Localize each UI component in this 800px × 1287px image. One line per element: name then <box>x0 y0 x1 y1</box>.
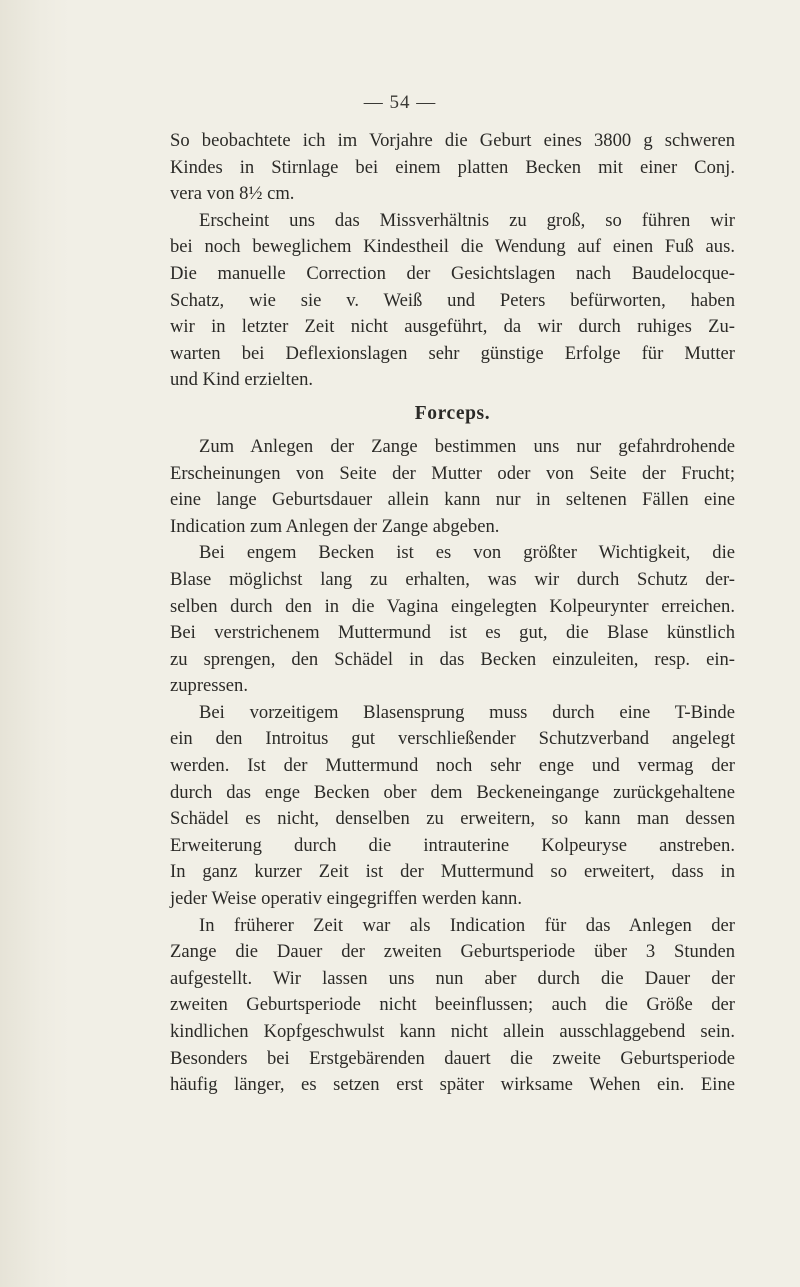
section-heading: Forceps. <box>414 402 491 424</box>
text-line: So beobachtete ich im Vorjahre die Geburt eines 3800 g schweren <box>170 130 735 151</box>
text-line: Bei verstrichenem Muttermund ist es gut, die Blase künstlich <box>170 622 735 644</box>
paragraph <box>170 700 735 913</box>
body-text <box>170 128 735 1099</box>
text-line: Erscheinungen von Seite der Mutter oder von Seite der Frucht; <box>170 462 735 484</box>
text-line: Zange die Dauer der zweiten Geburtsperiode über 3 Stunden <box>170 941 735 963</box>
text-line: aufgestellt. Wir lassen uns nun aber durch die Dauer der <box>170 967 735 989</box>
text-line: Schatz, wie sie v. Weiß und Peters befürworten, haben <box>170 289 735 311</box>
text-line: Blase möglichst lang zu erhalten, was wir durch Schutz der- <box>170 568 735 590</box>
paragraph <box>170 128 735 208</box>
text-line: Bei engem Becken ist es von größter Wichtigkeit, die <box>199 542 735 564</box>
text-line: Indication zum Anlegen der Zange abgeben. <box>170 515 500 537</box>
text-line: eine lange Geburtsdauer allein kann nur in seltenen Fällen eine <box>170 489 735 511</box>
text-line: Zum Anlegen der Zange bestimmen uns nur gefahrdrohende <box>199 435 735 457</box>
text-line: Besonders bei Erstgebärenden dauert die zweite Geburtsperiode <box>170 1047 735 1069</box>
text-line: werden. Ist der Muttermund noch sehr enge und vermag der <box>170 755 735 777</box>
paragraph <box>170 540 735 700</box>
paragraph <box>170 913 735 1099</box>
paragraph <box>170 208 735 394</box>
text-line: warten bei Deflexionslagen sehr günstige Erfolge für Mutter <box>170 342 735 364</box>
text-line: wir in letzter Zeit nicht ausgeführt, da wir durch ruhiges Zu- <box>170 316 735 338</box>
text-line: Erweiterung durch die intrauterine Kolpeuryse anstreben. <box>170 834 735 856</box>
text-line: zupressen. <box>170 675 248 697</box>
text-line: selben durch den in die Vagina eingelegten Kolpeurynter erreichen. <box>170 595 735 617</box>
text-line: In früherer Zeit war als Indication für das Anlegen der <box>199 914 735 936</box>
text-line: kindlichen Kopfgeschwulst kann nicht allein ausschlaggebend sein. <box>170 1021 735 1042</box>
page-edge-shadow <box>0 0 70 1287</box>
text-line: Bei vorzeitigem Blasensprung muss durch eine T-Binde <box>199 701 735 723</box>
page-number: — 54 — <box>363 92 437 113</box>
text-line: und Kind erzielten. <box>170 369 314 391</box>
paragraph <box>170 434 735 540</box>
text-line: Kindes in Stirnlage bei einem platten Becken mit einer Conj. <box>170 156 735 178</box>
text-line: vera von 8½ cm. <box>170 183 295 205</box>
text-line: bei noch beweglichem Kindestheil die Wendung auf einen Fuß aus. <box>170 236 735 258</box>
text-line: häufig länger, es setzen erst später wirksame Wehen ein. Eine <box>170 1074 735 1096</box>
text-line: Schädel es nicht, denselben zu erweitern, so kann man dessen <box>170 808 735 830</box>
text-line: ein den Introitus gut verschließender Schutzverband angelegt <box>170 728 735 750</box>
text-line: durch das enge Becken ober dem Beckeneingange zurückgehaltene <box>170 781 735 803</box>
text-line: zweiten Geburtsperiode nicht beeinflussen; auch die Größe der <box>170 994 735 1016</box>
text-line: In ganz kurzer Zeit ist der Muttermund so erweitert, dass in <box>170 861 735 883</box>
text-line: Die manuelle Correction der Gesichtslagen nach Baudelocque- <box>170 262 735 284</box>
text-line: jeder Weise operativ eingegriffen werden kann. <box>170 888 522 910</box>
text-line: zu sprengen, den Schädel in das Becken einzuleiten, resp. ein- <box>170 648 735 670</box>
text-line: Erscheint uns das Missverhältnis zu groß, so führen wir <box>199 209 735 231</box>
